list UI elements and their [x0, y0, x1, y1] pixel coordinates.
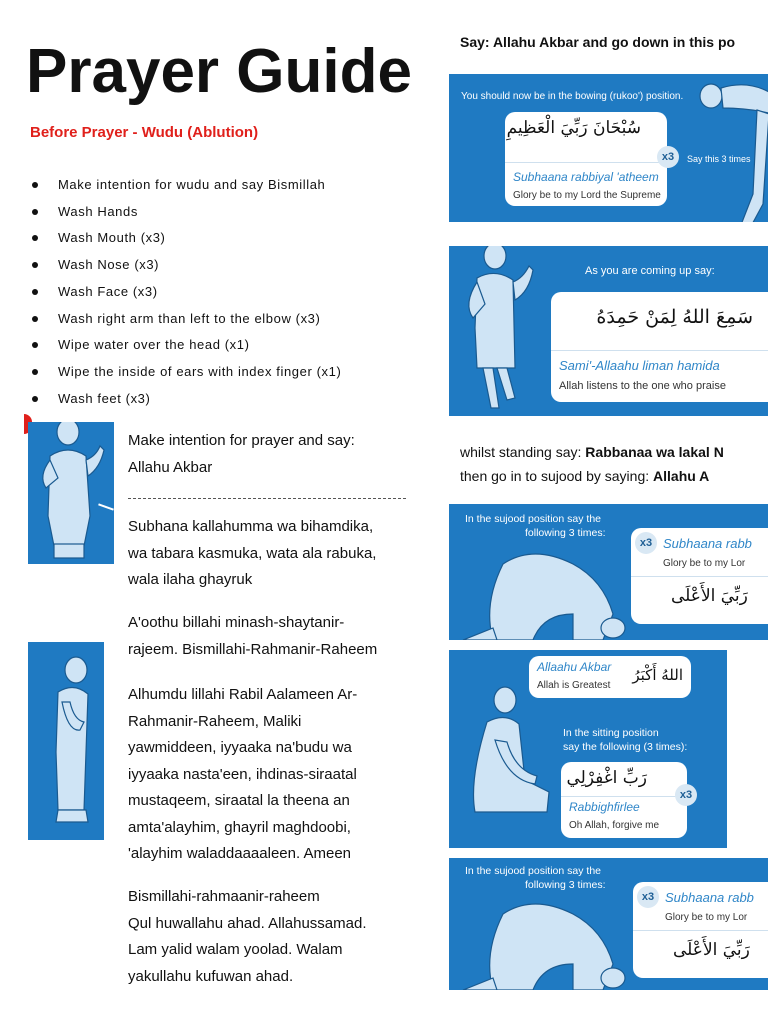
count-badge: x3 [637, 886, 659, 908]
list-item: Wash feet (x3) [30, 386, 341, 413]
arabic-text: سُبْحَانَ رَبِّيَ الْعَظِيمِ [506, 118, 641, 138]
rising-caption: As you are coming up say: [585, 265, 715, 277]
bowing-caption: You should now be in the bowing (rukoo') position. [461, 91, 684, 102]
subhana-text: Subhana kallahumma wa bihamdika, wa tabara kasmuka, wata ala rabuka, wala ilaha ghayruk [128, 518, 377, 588]
standing-figure-panel [28, 422, 114, 564]
sitting-person-icon [455, 680, 555, 830]
page-title: Prayer Guide [26, 37, 412, 106]
count-badge: x3 [635, 532, 657, 554]
count-badge: x3 [675, 784, 697, 806]
say-times-caption: Say this 3 times [687, 154, 751, 164]
wudu-heading: Before Prayer - Wudu (Ablution) [30, 124, 259, 141]
list-item: Wash Hands [30, 199, 341, 226]
standing-instruction: whilst standing say: Rabbanaa wa lakal N then go in to sujood by saying: Allahu A [460, 444, 724, 484]
rising-bubble: سَمِعَ اللهُ لِمَنْ حَمِدَهُ Sami'-Allaahu liman hamida Allah listens to the one who praise [551, 292, 768, 402]
sitting-bubble: رَبِّ اغْفِرْلِي Rabbighfirlee Oh Allah, forgive me [561, 762, 687, 838]
list-item: Wash Face (x3) [30, 279, 341, 306]
sujood-caption: In the sujood position say the following 3 times: [465, 865, 606, 891]
sitting-panel [449, 650, 727, 848]
bow-instruction: Say: Allahu Akbar and go down in this po [460, 34, 736, 50]
prostrating-person-icon [453, 894, 633, 990]
list-item: Wash Mouth (x3) [30, 225, 341, 252]
list-item: Wash Nose (x3) [30, 252, 341, 279]
standing-raising-hands-icon [453, 246, 537, 414]
list-item: Wipe water over the head (x1) [30, 332, 341, 359]
list-item: Wipe the inside of ears with index finger (x1) [30, 359, 341, 386]
list-item: Wash right arm than left to the elbow (x3) [30, 306, 341, 333]
arabic-text: اللهُ أَكْبَرُ [632, 666, 683, 684]
wudu-steps-list [30, 172, 341, 412]
ikhlas-text: Bismillahi-rahmaanir-raheem Qul huwallahu ahad. Allahussamad. Lam yalid walam yoolad. Walam yakullahu kufuwan ahad. [128, 888, 367, 985]
sujood-bubble: Subhaana rabb Glory be to my Lor رَبِّيَ الأَعْلَى [631, 528, 768, 624]
aoothu-text: A'oothu billahi minash-shaytanir- rajeem. Bismillahi-Rahmanir-Raheem [128, 614, 378, 658]
arabic-text: رَبِّيَ الأَعْلَى [673, 940, 750, 960]
takbeer-bubble: Allaahu Akbar Allah is Greatest اللهُ أَكْبَرُ [529, 656, 691, 698]
bowing-panel [449, 74, 768, 222]
arabic-text: رَبِّ اغْفِرْلِي [566, 768, 647, 788]
intention-text: Make intention for prayer and say: Allahu Akbar [128, 432, 355, 476]
bowing-person-icon [697, 74, 768, 222]
list-item: Make intention for wudu and say Bismillah [30, 172, 341, 199]
rising-panel [449, 246, 768, 416]
bowing-bubble: سُبْحَانَ رَبِّيَ الْعَظِيمِ Subhaana rabbiyal 'atheem Glory be to my Lord the Supreme [505, 112, 667, 206]
sujood-panel [449, 504, 768, 640]
arabic-text: سَمِعَ اللهُ لِمَنْ حَمِدَهُ [596, 306, 753, 328]
sujood-bubble: Subhaana rabb Glory be to my Lor رَبِّيَ الأَعْلَى [633, 882, 768, 978]
sitting-caption: In the sitting position say the following (3 times): [563, 727, 688, 753]
divider [128, 498, 406, 499]
prostrating-person-icon [453, 544, 633, 640]
sujood-caption: In the sujood position say the following 3 times: [465, 513, 606, 539]
standing-hands-folded-panel [28, 642, 104, 840]
arabic-text: رَبِّيَ الأَعْلَى [671, 586, 748, 606]
sujood-panel-2 [449, 858, 768, 990]
standing-person-icon [28, 422, 114, 564]
fatiha-text: Alhumdu lillahi Rabil Aalameen Ar- Rahmanir-Raheem, Maliki yawmiddeen, iyyaaka na'budu wa iyyaaka nasta'een, ihdinas-siraatal mustaqeem, siraatal la theena an amta'alayhim, ghayril maghdoobi, 'alayhim waladdaaaaleen. Ameen [128, 686, 358, 862]
count-badge: x3 [657, 146, 679, 168]
